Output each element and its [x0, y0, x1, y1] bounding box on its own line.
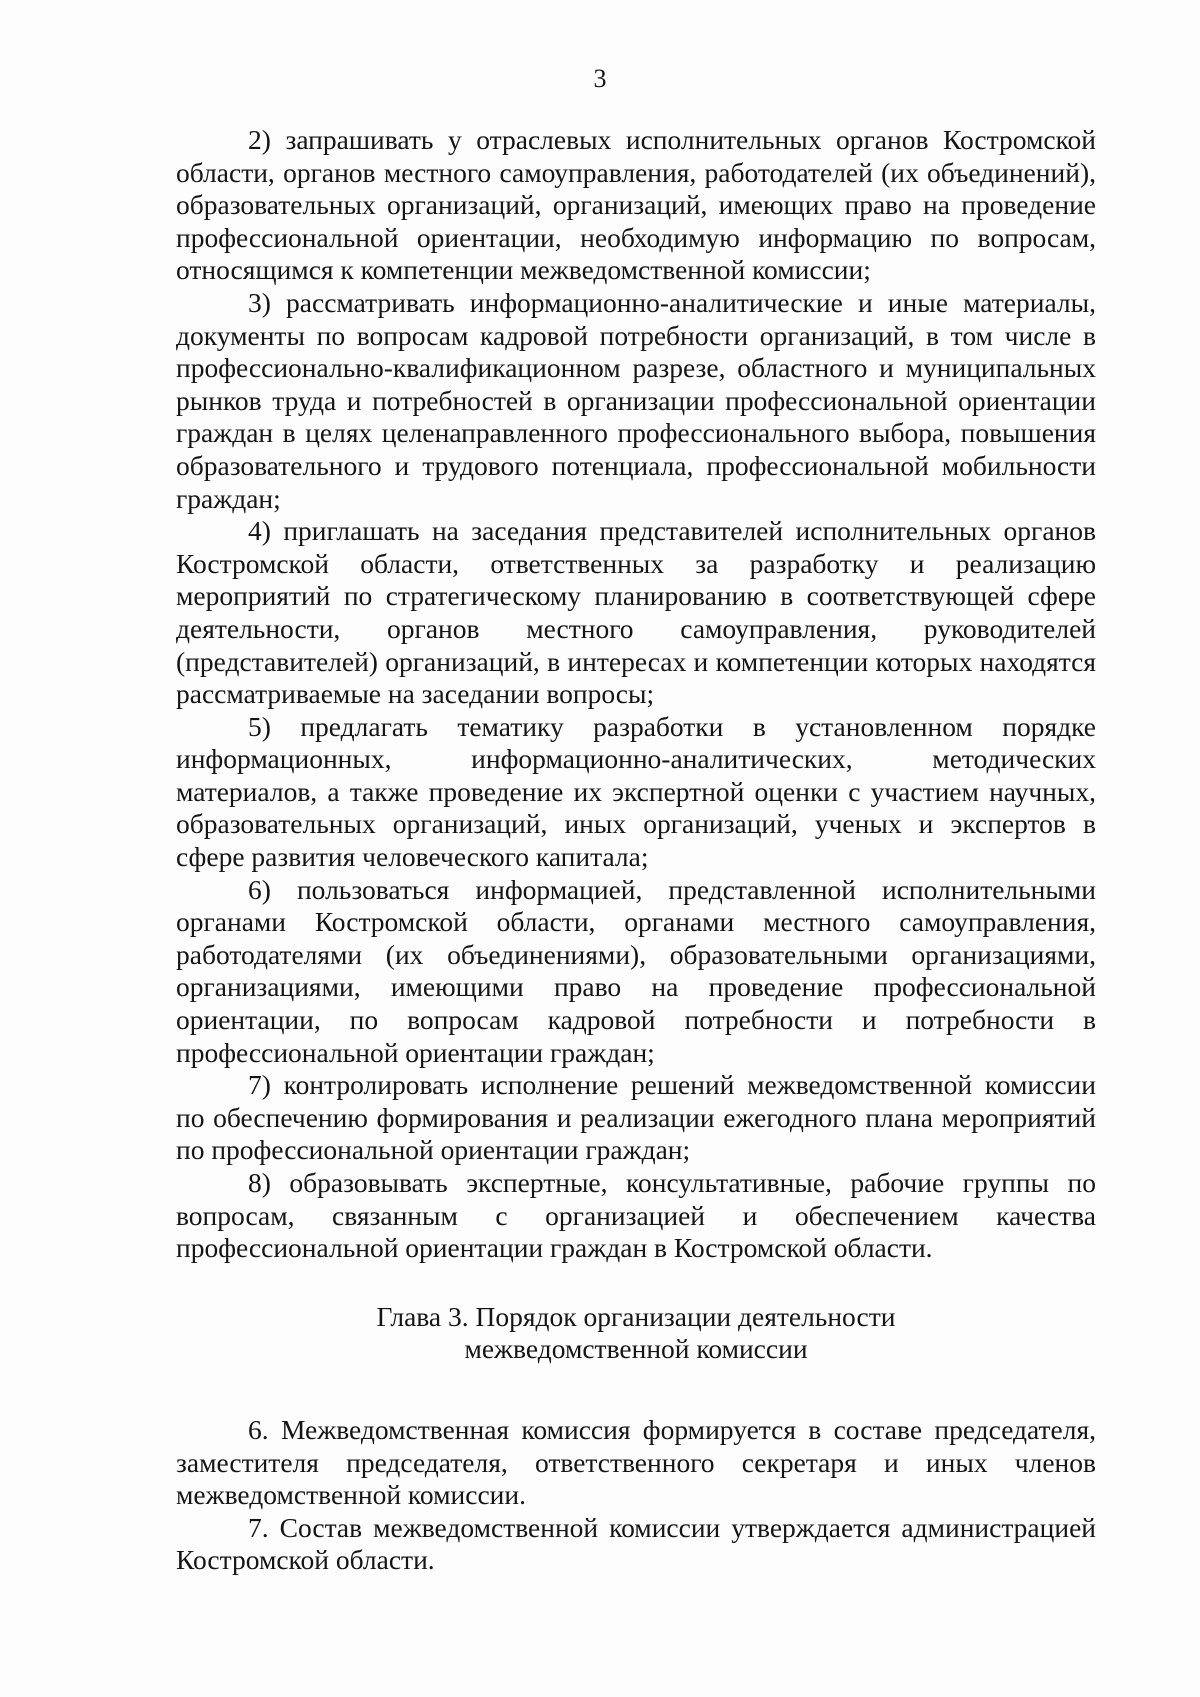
paragraph-item-7: 7) контролировать исполнение решений межведомственной комиссии по обеспечению формирования и реализации ежегодного плана мероприятий по профессиональной ориентации граждан;: [176, 1069, 1096, 1166]
page-number: 3: [593, 64, 607, 93]
chapter-heading-line-2: межведомственной комиссии: [464, 1333, 808, 1365]
paragraph-item-4: 4) приглашать на заседания представителей исполнительных органов Костромской области, ответственных за разработку и реализацию мероприятий по стратегическому планированию в соответствующей сфере деятельности, органов местного самоуправления, руководителей (представителей) организаций, в интересах и компетенции которых находятся рассматриваемые на заседании вопросы;: [176, 515, 1096, 710]
paragraph-item-6: 6) пользоваться информацией, представленной исполнительными органами Костромской области, органами местного самоуправления, работодателями (их объединениями), образовательными организациями, организациями, имеющими право на проведение профессиональной ориентации, по вопросам кадровой потребности и потребности в профессиональной ориентации граждан;: [176, 873, 1096, 1068]
paragraph-item-8: 8) образовывать экспертные, консультативные, рабочие группы по вопросам, связанным с организацией и обеспечением качества профессиональной ориентации граждан в Костромской области.: [176, 1167, 1096, 1264]
document-body: [176, 124, 1096, 1577]
chapter-heading: [176, 1301, 1096, 1366]
heading-spacer: [176, 1366, 1096, 1414]
paragraph-item-3: 3) рассматривать информационно-аналитические и иные материалы, документы по вопросам кадровой потребности организаций, в том числе в профессионально-квалификационном разрезе, областного и муниципальных рынков труда и потребностей в организации профессиональной ориентации граждан в целях целенаправленного профессионального выбора, повышения образовательного и трудового потенциала, профессиональной мобильности граждан;: [176, 286, 1096, 514]
paragraph-section-7: 7. Состав межведомственной комиссии утверждается администрацией Костромской области.: [176, 1511, 1096, 1576]
paragraph-item-5: 5) предлагать тематику разработки в установленном порядке информационных, информационно-аналитических, методических материалов, а также проведение их экспертной оценки с участием научных, образовательных организаций, иных организаций, ученых и экспертов в сфере развития человеческого капитала;: [176, 710, 1096, 873]
paragraph-section-6: 6. Межведомственная комиссия формируется в составе председателя, заместителя председателя, ответственного секретаря и иных членов межведомственной комиссии.: [176, 1413, 1096, 1511]
chapter-heading-line-1: Глава 3. Порядок организации деятельности: [376, 1300, 896, 1332]
paragraph-item-2: 2) запрашивать у отраслевых исполнительных органов Костромской области, органов местного самоуправления, работодателей (их объединений), образовательных организаций, организаций, имеющих право на проведение профессиональной ориентации, необходимую информацию по вопросам, относящимся к компетенции межведомственной комиссии;: [176, 124, 1096, 286]
